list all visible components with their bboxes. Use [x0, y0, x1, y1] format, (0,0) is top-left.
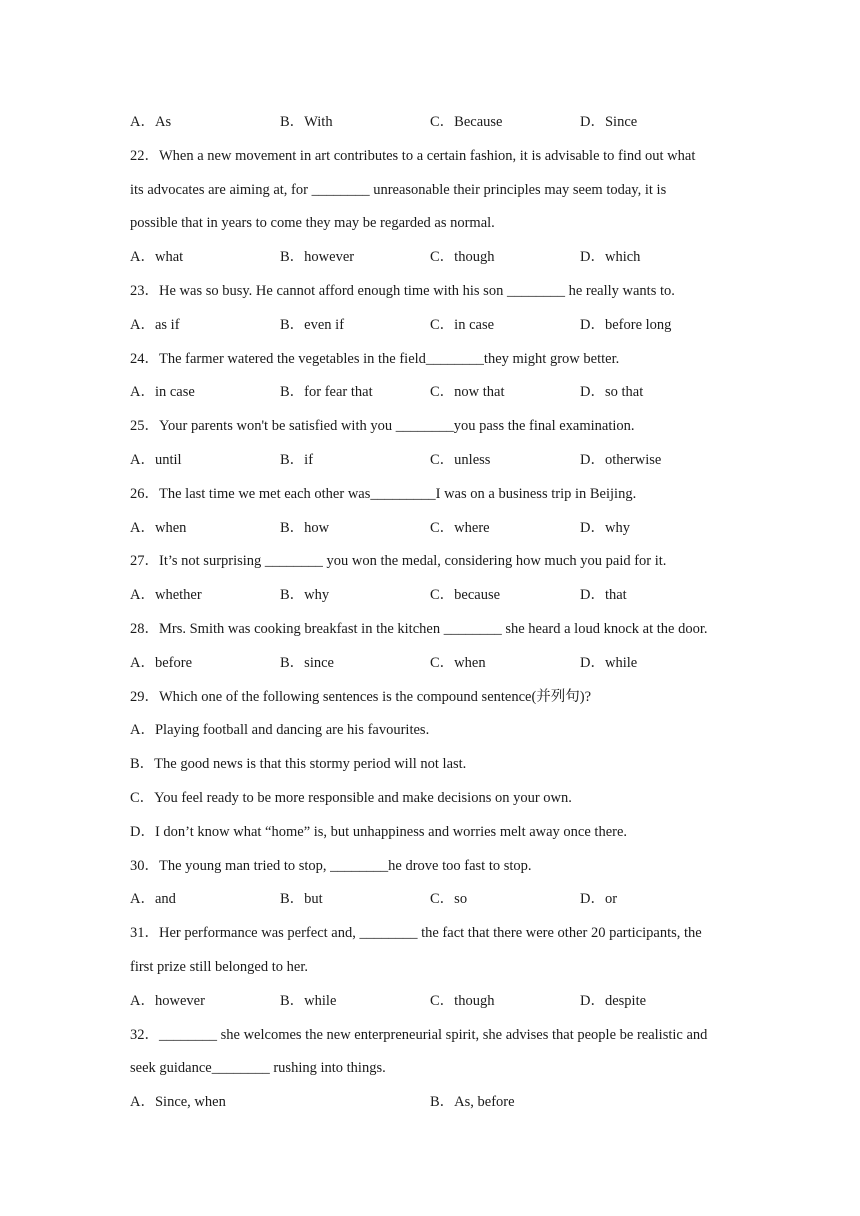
question-26 [130, 483, 740, 551]
q29-option-c: C．You feel ready to be more responsible and make decisions on your own. [130, 789, 572, 806]
q32-stem-line-1: 32．________ she welcomes the new enterpreneurial spirit, she advises that people be realistic and [130, 1026, 708, 1043]
question-22 [130, 145, 740, 280]
q25-stem: 25．Your parents won't be satisfied with you ________you pass the final examination. [130, 418, 635, 435]
q23-option-d: D．before long [580, 316, 672, 333]
q23-option-b: B．even if [280, 316, 345, 333]
q28-option-b: B．since [280, 654, 334, 671]
q22-option-c: C．though [430, 249, 495, 266]
q24-options [130, 381, 740, 415]
question-28 [130, 618, 740, 686]
question-32 [130, 1024, 740, 1125]
question-31 [130, 922, 740, 1023]
q26-option-a: A．when [130, 519, 187, 536]
q26-option-d: D．why [580, 519, 630, 536]
question-list [130, 111, 740, 1125]
q22-options [130, 246, 740, 280]
q25-option-b: B．if [280, 451, 314, 468]
q25-option-a: A．until [130, 451, 182, 468]
question-24 [130, 348, 740, 416]
q21-option-d: D．Since [580, 114, 638, 130]
q23-option-a: A．as if [130, 316, 180, 333]
q24-option-c: C．now that [430, 384, 505, 401]
q31-stem-line-1: 31．Her performance was perfect and, ________ the fact that there were other 20 participants, the [130, 925, 702, 942]
q25-option-c: C．unless [430, 451, 491, 468]
q23-stem: 23．He was so busy. He cannot afford enough time with his son ________ he really wants to. [130, 282, 675, 299]
q32-option-b: B．As, before [430, 1094, 515, 1111]
q26-option-c: C．where [430, 519, 490, 536]
q28-option-c: C．when [430, 654, 486, 671]
q31-stem-line-2: first prize still belonged to her. [130, 958, 308, 975]
q32-options [130, 1091, 740, 1125]
q24-stem: 24．The farmer watered the vegetables in the field________they might grow better. [130, 350, 620, 367]
q26-stem: 26．The last time we met each other was_________I was on a business trip in Beijing. [130, 485, 637, 502]
q31-option-a: A．however [130, 992, 205, 1009]
q23-options [130, 314, 740, 348]
q23-option-c: C．in case [430, 316, 495, 333]
question-30 [130, 855, 740, 923]
q21-option-b: B．With [280, 114, 333, 130]
question-25 [130, 415, 740, 483]
q27-option-b: B．why [280, 587, 330, 604]
q31-option-c: C．though [430, 992, 495, 1009]
q22-option-d: D．which [580, 249, 641, 266]
question-27 [130, 550, 740, 618]
q25-options [130, 449, 740, 483]
q27-option-d: D．that [580, 587, 627, 604]
q29-option-a: A．Playing football and dancing are his favourites. [130, 722, 430, 739]
q22-stem-line-1: 22．When a new movement in art contributes to a certain fashion, it is advisable to find out what [130, 147, 696, 164]
q22-stem-line-2: its advocates are aiming at, for ________ unreasonable their principles may seem today, it is [130, 181, 667, 198]
q22-stem-line-3: possible that in years to come they may be regarded as normal. [130, 215, 495, 232]
q28-option-a: A．before [130, 654, 193, 671]
question-23 [130, 280, 740, 348]
q24-option-b: B．for fear that [280, 384, 373, 401]
q21-option-a: A．As [130, 114, 172, 130]
q30-options [130, 888, 740, 922]
q27-options [130, 584, 740, 618]
q27-option-c: C．because [430, 587, 501, 604]
q26-options [130, 517, 740, 551]
q28-options [130, 652, 740, 686]
q27-stem: 27．It’s not surprising ________ you won the medal, considering how much you paid for it. [130, 553, 667, 570]
q28-option-d: D．while [580, 654, 638, 671]
q21-option-c: C．Because [430, 114, 503, 130]
q31-option-b: B．while [280, 992, 337, 1009]
question-29 [130, 686, 740, 855]
q29-option-d: D．I don’t know what “home” is, but unhappiness and worries melt away once there. [130, 823, 628, 840]
q29-option-b: B．The good news is that this stormy period will not last. [130, 756, 467, 773]
q25-option-d: D．otherwise [580, 451, 662, 468]
q32-option-a: A．Since, when [130, 1094, 226, 1111]
q28-stem: 28．Mrs. Smith was cooking breakfast in the kitchen ________ she heard a loud knock at the door. [130, 620, 708, 637]
q30-option-d: D．or [580, 891, 618, 908]
q30-stem: 30．The young man tried to stop, ________he drove too fast to stop. [130, 857, 532, 874]
q22-option-b: B．however [280, 249, 355, 266]
q30-option-a: A．and [130, 891, 176, 908]
q26-option-b: B．how [280, 519, 330, 536]
q31-options [130, 990, 740, 1024]
q32-stem-line-2: seek guidance________ rushing into things. [130, 1060, 386, 1077]
q22-option-a: A．what [130, 249, 184, 266]
q24-option-d: D．so that [580, 384, 644, 401]
q29-stem: 29．Which one of the following sentences is the compound sentence(并列句)? [130, 688, 592, 705]
q27-option-a: A．whether [130, 587, 202, 604]
q31-option-d: D．despite [580, 992, 647, 1009]
q21-options [130, 111, 740, 145]
q24-option-a: A．in case [130, 384, 195, 401]
q30-option-b: B．but [280, 891, 323, 908]
q30-option-c: C．so [430, 891, 468, 908]
